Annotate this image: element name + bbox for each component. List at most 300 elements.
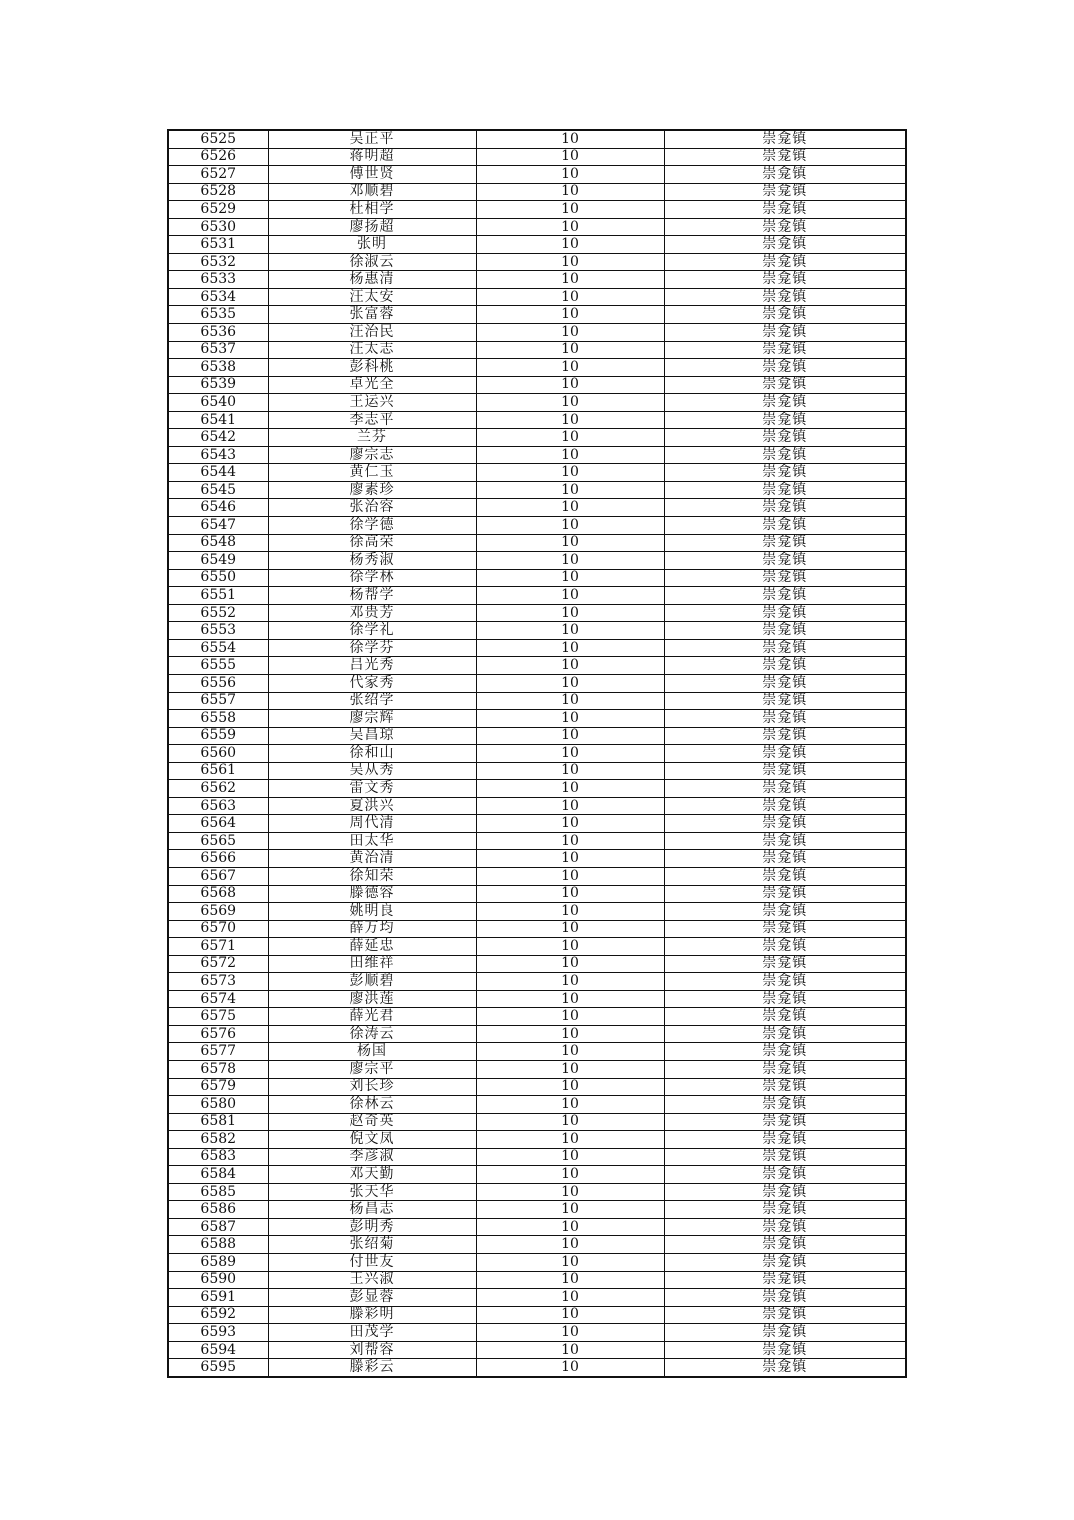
name-cell: 田维祥 — [268, 955, 476, 973]
name-cell: 彭顺碧 — [268, 973, 476, 991]
amount-cell: 10 — [476, 780, 664, 798]
town-cell: 崇龛镇 — [664, 832, 906, 850]
town-cell: 崇龛镇 — [664, 1131, 906, 1149]
amount-cell: 10 — [476, 1183, 664, 1201]
town-cell: 崇龛镇 — [664, 1236, 906, 1254]
name-cell: 彭明秀 — [268, 1218, 476, 1236]
table-row — [168, 236, 906, 254]
town-cell: 崇龛镇 — [664, 376, 906, 394]
table-row — [168, 130, 906, 148]
name-cell: 周代清 — [268, 815, 476, 833]
row-number-cell: 6581 — [168, 1113, 268, 1131]
amount-cell: 10 — [476, 201, 664, 219]
row-number-cell: 6570 — [168, 920, 268, 938]
name-cell: 张富蓉 — [268, 306, 476, 324]
table-row — [168, 920, 906, 938]
table-row — [168, 376, 906, 394]
table-row — [168, 359, 906, 377]
table-row — [168, 692, 906, 710]
amount-cell: 10 — [476, 745, 664, 763]
row-number-cell: 6575 — [168, 1008, 268, 1026]
table-row — [168, 1324, 906, 1342]
table-row — [168, 534, 906, 552]
name-cell: 黄仁玉 — [268, 464, 476, 482]
town-cell: 崇龛镇 — [664, 411, 906, 429]
name-cell: 廖宗平 — [268, 1060, 476, 1078]
row-number-cell: 6589 — [168, 1254, 268, 1272]
amount-cell: 10 — [476, 1113, 664, 1131]
town-cell: 崇龛镇 — [664, 1060, 906, 1078]
row-number-cell: 6527 — [168, 166, 268, 184]
table-row — [168, 218, 906, 236]
amount-cell: 10 — [476, 587, 664, 605]
amount-cell: 10 — [476, 815, 664, 833]
town-cell: 崇龛镇 — [664, 1183, 906, 1201]
row-number-cell: 6561 — [168, 762, 268, 780]
table-row — [168, 710, 906, 728]
town-cell: 崇龛镇 — [664, 622, 906, 640]
table-row — [168, 1096, 906, 1114]
name-cell: 徐和山 — [268, 745, 476, 763]
amount-cell: 10 — [476, 464, 664, 482]
table-row — [168, 832, 906, 850]
amount-cell: 10 — [476, 1289, 664, 1307]
table-row — [168, 306, 906, 324]
name-cell: 廖洪莲 — [268, 990, 476, 1008]
amount-cell: 10 — [476, 990, 664, 1008]
name-cell: 雷文秀 — [268, 780, 476, 798]
town-cell: 崇龛镇 — [664, 517, 906, 535]
row-number-cell: 6565 — [168, 832, 268, 850]
amount-cell: 10 — [476, 1306, 664, 1324]
name-cell: 李志平 — [268, 411, 476, 429]
table-row — [168, 604, 906, 622]
table-row — [168, 1218, 906, 1236]
name-cell: 薛光君 — [268, 1008, 476, 1026]
town-cell: 崇龛镇 — [664, 604, 906, 622]
amount-cell: 10 — [476, 727, 664, 745]
table-row — [168, 341, 906, 359]
amount-cell: 10 — [476, 1359, 664, 1377]
amount-cell: 10 — [476, 973, 664, 991]
amount-cell: 10 — [476, 1043, 664, 1061]
name-cell: 邓顺碧 — [268, 183, 476, 201]
row-number-cell: 6571 — [168, 938, 268, 956]
town-cell: 崇龛镇 — [664, 762, 906, 780]
row-number-cell: 6540 — [168, 394, 268, 412]
amount-cell: 10 — [476, 832, 664, 850]
name-cell: 夏洪兴 — [268, 797, 476, 815]
name-cell: 邓天勤 — [268, 1166, 476, 1184]
row-number-cell: 6591 — [168, 1289, 268, 1307]
table-row — [168, 1183, 906, 1201]
name-cell: 吴从秀 — [268, 762, 476, 780]
town-cell: 崇龛镇 — [664, 1271, 906, 1289]
amount-cell: 10 — [476, 341, 664, 359]
amount-cell: 10 — [476, 1148, 664, 1166]
town-cell: 崇龛镇 — [664, 920, 906, 938]
town-cell: 崇龛镇 — [664, 1078, 906, 1096]
table-row — [168, 1131, 906, 1149]
town-cell: 崇龛镇 — [664, 569, 906, 587]
row-number-cell: 6564 — [168, 815, 268, 833]
town-cell: 崇龛镇 — [664, 324, 906, 342]
name-cell: 杨帮学 — [268, 587, 476, 605]
table-row — [168, 271, 906, 289]
table-row — [168, 639, 906, 657]
roster-table — [167, 129, 907, 1378]
town-cell: 崇龛镇 — [664, 1201, 906, 1219]
town-cell: 崇龛镇 — [664, 166, 906, 184]
table-row — [168, 1043, 906, 1061]
row-number-cell: 6525 — [168, 130, 268, 148]
town-cell: 崇龛镇 — [664, 903, 906, 921]
name-cell: 徐学礼 — [268, 622, 476, 640]
amount-cell: 10 — [476, 376, 664, 394]
town-cell: 崇龛镇 — [664, 218, 906, 236]
table-row — [168, 622, 906, 640]
town-cell: 崇龛镇 — [664, 1306, 906, 1324]
name-cell: 滕彩明 — [268, 1306, 476, 1324]
table-row — [168, 481, 906, 499]
amount-cell: 10 — [476, 446, 664, 464]
name-cell: 付世友 — [268, 1254, 476, 1272]
row-number-cell: 6576 — [168, 1025, 268, 1043]
town-cell: 崇龛镇 — [664, 271, 906, 289]
name-cell: 彭科桃 — [268, 359, 476, 377]
name-cell: 刘帮容 — [268, 1341, 476, 1359]
town-cell: 崇龛镇 — [664, 1289, 906, 1307]
table-row — [168, 1025, 906, 1043]
row-number-cell: 6547 — [168, 517, 268, 535]
name-cell: 彭显蓉 — [268, 1289, 476, 1307]
amount-cell: 10 — [476, 288, 664, 306]
town-cell: 崇龛镇 — [664, 201, 906, 219]
town-cell: 崇龛镇 — [664, 885, 906, 903]
town-cell: 崇龛镇 — [664, 1341, 906, 1359]
row-number-cell: 6573 — [168, 973, 268, 991]
amount-cell: 10 — [476, 1008, 664, 1026]
table-row — [168, 867, 906, 885]
table-row — [168, 1306, 906, 1324]
name-cell: 田太华 — [268, 832, 476, 850]
table-row — [168, 1359, 906, 1377]
town-cell: 崇龛镇 — [664, 359, 906, 377]
table-row — [168, 1166, 906, 1184]
row-number-cell: 6553 — [168, 622, 268, 640]
name-cell: 姚明良 — [268, 903, 476, 921]
town-cell: 崇龛镇 — [664, 745, 906, 763]
amount-cell: 10 — [476, 499, 664, 517]
row-number-cell: 6578 — [168, 1060, 268, 1078]
town-cell: 崇龛镇 — [664, 797, 906, 815]
amount-cell: 10 — [476, 955, 664, 973]
row-number-cell: 6567 — [168, 867, 268, 885]
table-row — [168, 815, 906, 833]
row-number-cell: 6552 — [168, 604, 268, 622]
amount-cell: 10 — [476, 657, 664, 675]
amount-cell: 10 — [476, 797, 664, 815]
name-cell: 杨惠清 — [268, 271, 476, 289]
roster-table-body — [168, 130, 906, 1377]
name-cell: 徐淑云 — [268, 253, 476, 271]
name-cell: 徐学林 — [268, 569, 476, 587]
table-row — [168, 183, 906, 201]
name-cell: 张明 — [268, 236, 476, 254]
row-number-cell: 6556 — [168, 674, 268, 692]
amount-cell: 10 — [476, 710, 664, 728]
name-cell: 徐学德 — [268, 517, 476, 535]
town-cell: 崇龛镇 — [664, 1008, 906, 1026]
row-number-cell: 6534 — [168, 288, 268, 306]
amount-cell: 10 — [476, 903, 664, 921]
name-cell: 徐知荣 — [268, 867, 476, 885]
town-cell: 崇龛镇 — [664, 710, 906, 728]
table-row — [168, 394, 906, 412]
name-cell: 张天华 — [268, 1183, 476, 1201]
amount-cell: 10 — [476, 253, 664, 271]
name-cell: 张治容 — [268, 499, 476, 517]
row-number-cell: 6558 — [168, 710, 268, 728]
amount-cell: 10 — [476, 850, 664, 868]
table-row — [168, 973, 906, 991]
table-row — [168, 587, 906, 605]
table-row — [168, 903, 906, 921]
table-row — [168, 762, 906, 780]
name-cell: 王运兴 — [268, 394, 476, 412]
town-cell: 崇龛镇 — [664, 534, 906, 552]
name-cell: 黄治清 — [268, 850, 476, 868]
table-row — [168, 955, 906, 973]
name-cell: 杨秀淑 — [268, 552, 476, 570]
name-cell: 张绍学 — [268, 692, 476, 710]
row-number-cell: 6555 — [168, 657, 268, 675]
row-number-cell: 6559 — [168, 727, 268, 745]
row-number-cell: 6546 — [168, 499, 268, 517]
name-cell: 汪太志 — [268, 341, 476, 359]
table-row — [168, 990, 906, 1008]
row-number-cell: 6538 — [168, 359, 268, 377]
row-number-cell: 6531 — [168, 236, 268, 254]
table-row — [168, 148, 906, 166]
town-cell: 崇龛镇 — [664, 446, 906, 464]
town-cell: 崇龛镇 — [664, 130, 906, 148]
row-number-cell: 6529 — [168, 201, 268, 219]
amount-cell: 10 — [476, 1218, 664, 1236]
amount-cell: 10 — [476, 1341, 664, 1359]
town-cell: 崇龛镇 — [664, 464, 906, 482]
table-row — [168, 1008, 906, 1026]
town-cell: 崇龛镇 — [664, 499, 906, 517]
row-number-cell: 6566 — [168, 850, 268, 868]
amount-cell: 10 — [476, 692, 664, 710]
amount-cell: 10 — [476, 604, 664, 622]
table-row — [168, 745, 906, 763]
amount-cell: 10 — [476, 1324, 664, 1342]
name-cell: 薛延忠 — [268, 938, 476, 956]
name-cell: 徐学芬 — [268, 639, 476, 657]
row-number-cell: 6550 — [168, 569, 268, 587]
table-row — [168, 324, 906, 342]
amount-cell: 10 — [476, 1201, 664, 1219]
town-cell: 崇龛镇 — [664, 341, 906, 359]
row-number-cell: 6557 — [168, 692, 268, 710]
name-cell: 徐高荣 — [268, 534, 476, 552]
name-cell: 张绍菊 — [268, 1236, 476, 1254]
name-cell: 代家秀 — [268, 674, 476, 692]
table-row — [168, 1113, 906, 1131]
amount-cell: 10 — [476, 1254, 664, 1272]
name-cell: 徐林云 — [268, 1096, 476, 1114]
amount-cell: 10 — [476, 271, 664, 289]
town-cell: 崇龛镇 — [664, 288, 906, 306]
table-row — [168, 166, 906, 184]
amount-cell: 10 — [476, 166, 664, 184]
amount-cell: 10 — [476, 639, 664, 657]
amount-cell: 10 — [476, 306, 664, 324]
table-row — [168, 727, 906, 745]
row-number-cell: 6545 — [168, 481, 268, 499]
table-row — [168, 1236, 906, 1254]
amount-cell: 10 — [476, 411, 664, 429]
town-cell: 崇龛镇 — [664, 780, 906, 798]
town-cell: 崇龛镇 — [664, 657, 906, 675]
amount-cell: 10 — [476, 534, 664, 552]
town-cell: 崇龛镇 — [664, 236, 906, 254]
amount-cell: 10 — [476, 552, 664, 570]
row-number-cell: 6585 — [168, 1183, 268, 1201]
row-number-cell: 6542 — [168, 429, 268, 447]
row-number-cell: 6568 — [168, 885, 268, 903]
town-cell: 崇龛镇 — [664, 867, 906, 885]
town-cell: 崇龛镇 — [664, 306, 906, 324]
town-cell: 崇龛镇 — [664, 639, 906, 657]
town-cell: 崇龛镇 — [664, 850, 906, 868]
row-number-cell: 6580 — [168, 1096, 268, 1114]
amount-cell: 10 — [476, 1060, 664, 1078]
name-cell: 徐涛云 — [268, 1025, 476, 1043]
name-cell: 吴昌琼 — [268, 727, 476, 745]
name-cell: 滕德容 — [268, 885, 476, 903]
name-cell: 蒋明超 — [268, 148, 476, 166]
table-row — [168, 1271, 906, 1289]
row-number-cell: 6587 — [168, 1218, 268, 1236]
row-number-cell: 6583 — [168, 1148, 268, 1166]
amount-cell: 10 — [476, 1096, 664, 1114]
row-number-cell: 6535 — [168, 306, 268, 324]
name-cell: 汪太安 — [268, 288, 476, 306]
amount-cell: 10 — [476, 622, 664, 640]
town-cell: 崇龛镇 — [664, 955, 906, 973]
row-number-cell: 6533 — [168, 271, 268, 289]
table-row — [168, 1148, 906, 1166]
name-cell: 田茂学 — [268, 1324, 476, 1342]
table-row — [168, 1289, 906, 1307]
row-number-cell: 6563 — [168, 797, 268, 815]
table-row — [168, 1078, 906, 1096]
row-number-cell: 6539 — [168, 376, 268, 394]
row-number-cell: 6541 — [168, 411, 268, 429]
amount-cell: 10 — [476, 674, 664, 692]
amount-cell: 10 — [476, 481, 664, 499]
amount-cell: 10 — [476, 324, 664, 342]
row-number-cell: 6595 — [168, 1359, 268, 1377]
amount-cell: 10 — [476, 885, 664, 903]
table-row — [168, 850, 906, 868]
table-row — [168, 569, 906, 587]
row-number-cell: 6577 — [168, 1043, 268, 1061]
amount-cell: 10 — [476, 218, 664, 236]
town-cell: 崇龛镇 — [664, 1324, 906, 1342]
table-row — [168, 429, 906, 447]
name-cell: 邓贵芳 — [268, 604, 476, 622]
table-row — [168, 780, 906, 798]
name-cell: 倪文凤 — [268, 1131, 476, 1149]
amount-cell: 10 — [476, 236, 664, 254]
table-row — [168, 938, 906, 956]
town-cell: 崇龛镇 — [664, 394, 906, 412]
amount-cell: 10 — [476, 1271, 664, 1289]
table-row — [168, 446, 906, 464]
table-row — [168, 201, 906, 219]
amount-cell: 10 — [476, 1025, 664, 1043]
town-cell: 崇龛镇 — [664, 1166, 906, 1184]
amount-cell: 10 — [476, 1236, 664, 1254]
name-cell: 廖宗辉 — [268, 710, 476, 728]
table-row — [168, 411, 906, 429]
town-cell: 崇龛镇 — [664, 973, 906, 991]
row-number-cell: 6530 — [168, 218, 268, 236]
town-cell: 崇龛镇 — [664, 1043, 906, 1061]
amount-cell: 10 — [476, 130, 664, 148]
name-cell: 杨昌志 — [268, 1201, 476, 1219]
town-cell: 崇龛镇 — [664, 183, 906, 201]
amount-cell: 10 — [476, 148, 664, 166]
name-cell: 吴正平 — [268, 130, 476, 148]
amount-cell: 10 — [476, 762, 664, 780]
row-number-cell: 6551 — [168, 587, 268, 605]
amount-cell: 10 — [476, 1078, 664, 1096]
town-cell: 崇龛镇 — [664, 552, 906, 570]
name-cell: 李彦淑 — [268, 1148, 476, 1166]
name-cell: 薛万均 — [268, 920, 476, 938]
name-cell: 吕光秀 — [268, 657, 476, 675]
amount-cell: 10 — [476, 1131, 664, 1149]
town-cell: 崇龛镇 — [664, 253, 906, 271]
row-number-cell: 6572 — [168, 955, 268, 973]
amount-cell: 10 — [476, 569, 664, 587]
town-cell: 崇龛镇 — [664, 429, 906, 447]
row-number-cell: 6574 — [168, 990, 268, 1008]
amount-cell: 10 — [476, 938, 664, 956]
name-cell: 廖扬超 — [268, 218, 476, 236]
row-number-cell: 6579 — [168, 1078, 268, 1096]
table-row — [168, 1201, 906, 1219]
town-cell: 崇龛镇 — [664, 1113, 906, 1131]
row-number-cell: 6560 — [168, 745, 268, 763]
town-cell: 崇龛镇 — [664, 938, 906, 956]
name-cell: 滕彩云 — [268, 1359, 476, 1377]
town-cell: 崇龛镇 — [664, 148, 906, 166]
table-row — [168, 1341, 906, 1359]
row-number-cell: 6537 — [168, 341, 268, 359]
row-number-cell: 6582 — [168, 1131, 268, 1149]
town-cell: 崇龛镇 — [664, 815, 906, 833]
row-number-cell: 6592 — [168, 1306, 268, 1324]
table-row — [168, 517, 906, 535]
name-cell: 王兴淑 — [268, 1271, 476, 1289]
town-cell: 崇龛镇 — [664, 1148, 906, 1166]
